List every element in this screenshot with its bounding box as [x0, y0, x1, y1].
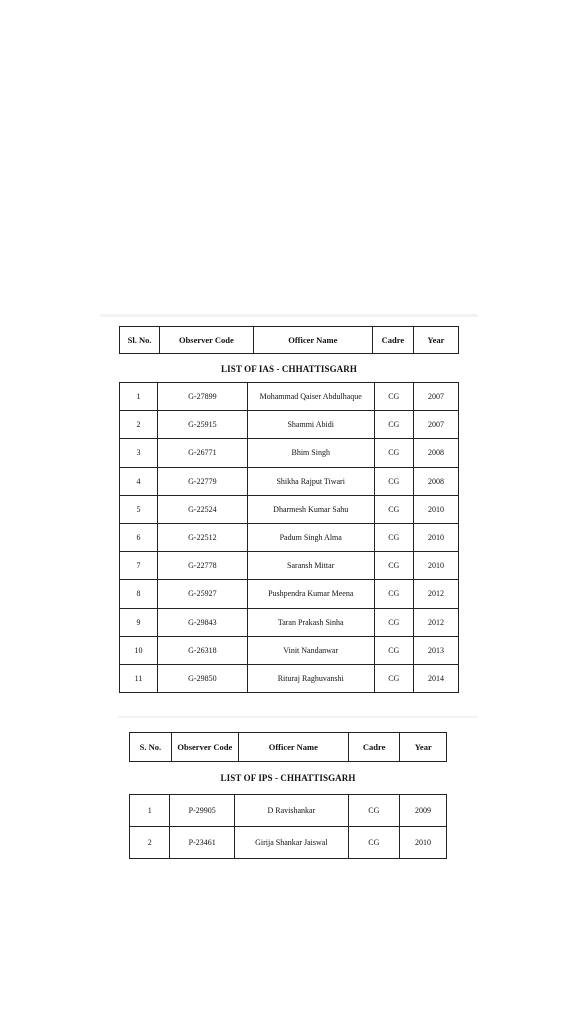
ips-cell-cadre: CG	[348, 795, 399, 827]
ias-table-row	[120, 636, 459, 664]
ips-cell-year: 2009	[399, 795, 446, 827]
ips-table-row	[130, 827, 447, 859]
ias-cell-cadre: CG	[374, 580, 413, 608]
ias-cell-observer-code: G-22779	[157, 467, 247, 495]
ips-header-table	[129, 732, 447, 762]
ias-cell-officer-name: Pushpendra Kumar Meena	[247, 580, 374, 608]
ias-cell-officer-name: Padum Singh Alma	[247, 523, 374, 551]
ias-cell-sl-no: 11	[120, 664, 158, 692]
ias-cell-sl-no: 9	[120, 608, 158, 636]
ias-cell-observer-code: G-22524	[157, 495, 247, 523]
ias-cell-sl-no: 6	[120, 523, 158, 551]
ips-list-title: LIST OF IPS - CHHATTISGARH	[220, 773, 356, 783]
ias-cell-sl-no: 10	[120, 636, 158, 664]
ips-data-table	[129, 794, 447, 859]
ips-cell-sl-no: 1	[130, 795, 170, 827]
ias-header-year: Year	[413, 327, 458, 354]
ias-cell-officer-name: Vinit Nandanwar	[247, 636, 374, 664]
ias-table-row	[120, 608, 459, 636]
ias-table-row	[120, 411, 459, 439]
ips-cell-observer-code: P-29905	[170, 795, 234, 827]
ias-table-row	[120, 664, 459, 692]
ias-table-row	[120, 383, 459, 411]
ias-table-row	[120, 552, 459, 580]
ips-cell-cadre: CG	[348, 827, 399, 859]
ias-cell-year: 2007	[413, 411, 458, 439]
ias-cell-sl-no: 7	[120, 552, 158, 580]
ias-header-officer-name: Officer Name	[253, 327, 372, 354]
ias-cell-observer-code: G-29843	[157, 608, 247, 636]
ias-cell-year: 2012	[413, 608, 458, 636]
ias-cell-officer-name: Shammi Abidi	[247, 411, 374, 439]
ias-header-table	[119, 326, 459, 354]
ias-cell-year: 2010	[413, 552, 458, 580]
ias-cell-officer-name: Rituraj Raghuvanshi	[247, 664, 374, 692]
ias-data-table	[119, 382, 459, 693]
ias-cell-sl-no: 2	[120, 411, 158, 439]
ias-cell-sl-no: 8	[120, 580, 158, 608]
ips-header-officer-name: Officer Name	[238, 733, 348, 762]
ias-cell-observer-code: G-22778	[157, 552, 247, 580]
ias-cell-cadre: CG	[374, 552, 413, 580]
ias-cell-cadre: CG	[374, 495, 413, 523]
ias-cell-sl-no: 1	[120, 383, 158, 411]
ias-table-row	[120, 439, 459, 467]
ips-table-row	[130, 795, 447, 827]
ias-table-row	[120, 495, 459, 523]
ias-cell-observer-code: G-26771	[157, 439, 247, 467]
ips-cell-observer-code: P-23461	[170, 827, 234, 859]
ias-cell-observer-code: G-27899	[157, 383, 247, 411]
ips-header-s-no: S. No.	[130, 733, 172, 762]
ias-cell-observer-code: G-29850	[157, 664, 247, 692]
ias-cell-cadre: CG	[374, 467, 413, 495]
ias-cell-officer-name: Mohammad Qaiser Abdulhaque	[247, 383, 374, 411]
ias-cell-cadre: CG	[374, 439, 413, 467]
ias-cell-cadre: CG	[374, 411, 413, 439]
ias-cell-year: 2013	[413, 636, 458, 664]
ias-cell-sl-no: 3	[120, 439, 158, 467]
ias-cell-year: 2014	[413, 664, 458, 692]
scan-artifact-top	[100, 314, 478, 317]
ias-header-sl-no: Sl. No.	[120, 327, 160, 354]
ias-cell-year: 2012	[413, 580, 458, 608]
ias-cell-officer-name: Saransh Mittar	[247, 552, 374, 580]
ips-cell-officer-name: Girija Shankar Jaiswal	[234, 827, 348, 859]
ips-cell-year: 2010	[399, 827, 446, 859]
ias-cell-officer-name: Taran Prakash Sinha	[247, 608, 374, 636]
ias-table-row	[120, 467, 459, 495]
ias-cell-sl-no: 5	[120, 495, 158, 523]
ias-cell-officer-name: Shikha Rajput Tiwari	[247, 467, 374, 495]
ias-table-row	[120, 580, 459, 608]
ias-list-title: LIST OF IAS - CHHATTISGARH	[221, 364, 357, 374]
ias-cell-observer-code: G-25927	[157, 580, 247, 608]
ips-cell-sl-no: 2	[130, 827, 170, 859]
ias-cell-observer-code: G-22512	[157, 523, 247, 551]
ias-cell-year: 2007	[413, 383, 458, 411]
ips-cell-officer-name: D Ravishankar	[234, 795, 348, 827]
ias-cell-year: 2008	[413, 439, 458, 467]
ias-cell-year: 2008	[413, 467, 458, 495]
ias-cell-cadre: CG	[374, 636, 413, 664]
ias-cell-sl-no: 4	[120, 467, 158, 495]
ips-header-cadre: Cadre	[348, 733, 400, 762]
ias-header-observer-code: Observer Code	[160, 327, 253, 354]
ias-cell-cadre: CG	[374, 523, 413, 551]
ips-header-year: Year	[400, 733, 447, 762]
ias-cell-observer-code: G-26318	[157, 636, 247, 664]
ias-header-cadre: Cadre	[372, 327, 413, 354]
ias-cell-cadre: CG	[374, 383, 413, 411]
ias-cell-cadre: CG	[374, 608, 413, 636]
ips-header-observer-code: Observer Code	[171, 733, 238, 762]
ias-cell-officer-name: Dharmesh Kumar Sahu	[247, 495, 374, 523]
ias-table-row	[120, 523, 459, 551]
ias-cell-cadre: CG	[374, 664, 413, 692]
ias-cell-officer-name: Bhim Singh	[247, 439, 374, 467]
ias-cell-year: 2010	[413, 495, 458, 523]
ias-cell-year: 2010	[413, 523, 458, 551]
ias-cell-observer-code: G-25915	[157, 411, 247, 439]
scan-artifact-middle	[118, 716, 478, 718]
